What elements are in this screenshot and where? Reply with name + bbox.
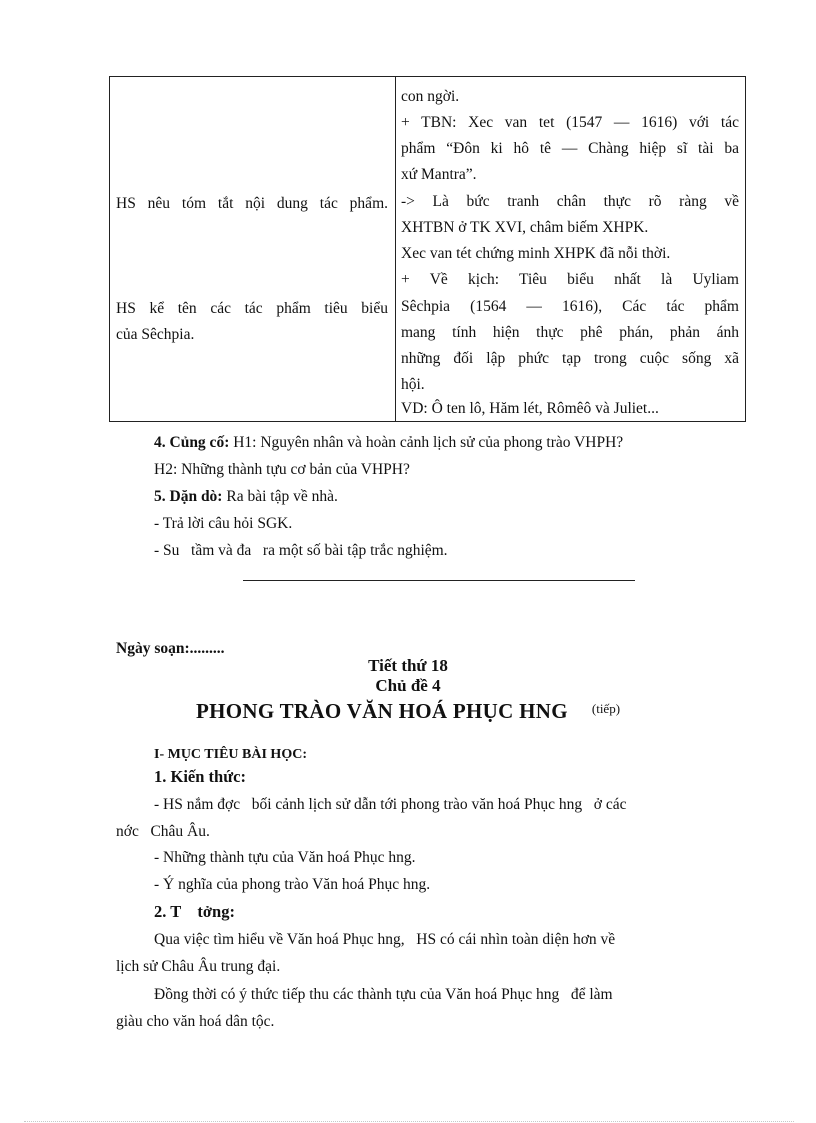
knowledge-heading: 1. Kiến thức:	[154, 767, 246, 786]
page-bottom-edge	[24, 1121, 794, 1122]
thought-item-2: Đồng thời có ý thức tiếp thu các thành tựu của Văn hoá Phục hng để làm	[154, 986, 613, 1003]
right-cell-line: -> Là bức tranh chân thực rõ ràng về	[401, 193, 739, 210]
date-label: Ngày soạn:.........	[116, 640, 225, 657]
right-cell-line: phẩm “Đôn ki hô tê — Chàng hiệp sĩ tài ba	[401, 140, 739, 157]
left-cell-line: HS nêu tóm tắt nội dung tác phẩm.	[116, 195, 388, 212]
knowledge-item-1-cont: nớc Châu Âu.	[116, 823, 210, 840]
homework-item: - Su tầm và đa ra một số bài tập trắc nghiệm.	[154, 542, 448, 559]
homework-label: 5. Dặn dò:	[154, 488, 223, 505]
thought-item-1-cont: lịch sử Châu Âu trung đại.	[116, 958, 281, 975]
activity-table	[109, 76, 746, 422]
right-cell-line: Xec van tét chứng minh XHPK đã nỗi thời.	[401, 245, 671, 262]
lesson-topic: Chủ đề 4	[375, 676, 441, 695]
right-cell-line: Sêchpia (1564 — 1616), Các tác phẩm	[401, 298, 739, 315]
homework-item: - Trả lời câu hỏi SGK.	[154, 515, 293, 532]
right-cell-line: VD: Ô ten lô, Hăm lét, Rômêô và Juliet...	[401, 400, 659, 417]
right-cell-line: những đối lập phức tạp trong cuộc sống xã	[401, 350, 739, 367]
consolidation-label: 4. Củng cố:	[154, 434, 230, 451]
right-cell-line: mang tính hiện thực phê phán, phản ánh	[401, 324, 739, 341]
knowledge-item-2: - Những thành tựu của Văn hoá Phục hng.	[154, 849, 416, 866]
left-cell-line: của Sêchpia.	[116, 326, 195, 343]
homework-text: Ra bài tập về nhà.	[222, 488, 338, 505]
thought-heading: 2. T tởng:	[154, 902, 235, 921]
lesson-title-row	[0, 698, 816, 727]
right-cell-line: hội.	[401, 376, 425, 393]
right-cell-line: XHTBN ở TK XVI, châm biếm XHPK.	[401, 219, 649, 236]
section-divider	[243, 580, 635, 581]
knowledge-item-1: - HS nắm đợc bối cảnh lịch sử dẫn tới phong trào văn hoá Phục hng ở các	[154, 796, 627, 813]
right-cell-line: + Về kịch: Tiêu biểu nhất là Uyliam	[401, 271, 739, 288]
lesson-period: Tiết thứ 18	[368, 656, 448, 675]
consolidation-question-2: H2: Những thành tựu cơ bản của VHPH?	[154, 461, 410, 478]
thought-item-2-cont: giàu cho văn hoá dân tộc.	[116, 1013, 275, 1030]
lesson-continued: (tiếp)	[591, 701, 621, 716]
right-cell-line: + TBN: Xec van tet (1547 — 1616) với tác	[401, 114, 739, 131]
homework-line	[154, 486, 338, 508]
table-column-divider	[395, 77, 396, 421]
lesson-title: PHONG TRÀO VĂN HOÁ PHỤC HNG	[195, 699, 568, 723]
right-cell-line: con ngời.	[401, 88, 460, 105]
knowledge-item-3: - Ý nghĩa của phong trào Văn hoá Phục hng.	[154, 876, 431, 893]
left-cell-line: HS kể tên các tác phẩm tiêu biểu	[116, 300, 388, 317]
consolidation-question-1: H1: Nguyên nhân và hoàn cảnh lịch sử của phong trào VHPH?	[229, 434, 624, 451]
consolidation-line	[154, 432, 623, 454]
right-cell-line: xứ Mantra”.	[401, 166, 477, 183]
thought-item-1: Qua việc tìm hiểu về Văn hoá Phục hng, HS có cái nhìn toàn diện hơn về	[154, 931, 616, 948]
objectives-heading: I- MỤC TIÊU BÀI HỌC:	[154, 747, 307, 762]
